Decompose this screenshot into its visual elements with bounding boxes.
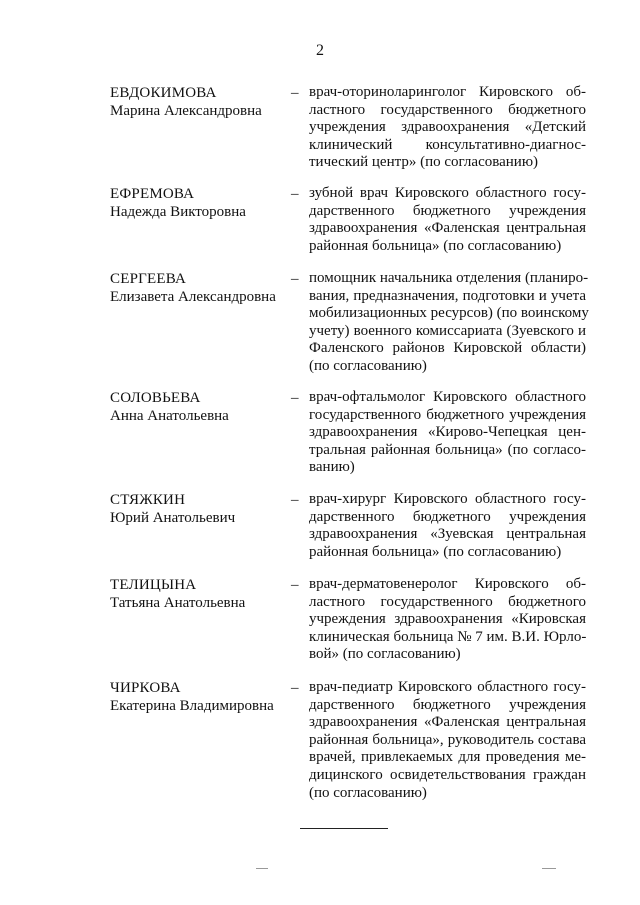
position-line: врач-офтальмолог Кировского областного: [309, 389, 586, 405]
position-line: врачей, привлекаемых для проведения ме-: [309, 749, 586, 766]
position-line: тральная районная больница» (по согласо-: [309, 441, 586, 458]
scan-speck: [256, 868, 268, 869]
position-line: ванию): [309, 459, 355, 476]
position-line: врач-педиатр Кировского областного госу-: [309, 679, 586, 695]
position-line: здравоохранения «Зуевская центральная: [309, 526, 586, 543]
member-position: [309, 270, 589, 376]
member-name: [110, 185, 285, 221]
scan-speck: [542, 868, 556, 869]
dash-separator: –: [291, 577, 299, 593]
position-line: государственного бюджетного учреждения: [309, 406, 586, 423]
member-given-name: Екатерина Владимировна: [110, 698, 274, 714]
dash-separator: –: [291, 492, 299, 508]
position-line: учреждения здравоохранения «Кировская: [309, 611, 586, 628]
position-line: дицинского освидетельствования граждан: [309, 766, 586, 783]
member-name: [110, 389, 285, 425]
position-line: врач-оториноларинголог Кировского об-: [309, 84, 586, 100]
member-position: [309, 576, 586, 664]
position-line: здравоохранения «Фаленская центральная: [309, 714, 586, 731]
member-position: [309, 185, 586, 255]
member-given-name: Марина Александровна: [110, 103, 262, 119]
dash-separator: –: [291, 680, 299, 696]
member-surname: СЕРГЕЕВА: [110, 271, 186, 287]
member-surname: ЕВДОКИМОВА: [110, 85, 217, 101]
member-surname: ЕФРЕМОВА: [110, 186, 195, 202]
position-line: клинический консультативно-диагнос-: [309, 136, 586, 153]
position-line: ластного государственного бюджетного: [309, 101, 586, 118]
member-position: [309, 84, 586, 172]
member-name: [110, 270, 285, 306]
dash-separator: –: [291, 186, 299, 202]
position-line: дарственного бюджетного учреждения: [309, 508, 586, 525]
member-position: [309, 389, 586, 477]
position-line: клиническая больница № 7 им. В.И. Юрло-: [309, 628, 587, 645]
position-line: врач-дерматовенеролог Кировского об-: [309, 576, 586, 592]
member-position: [309, 679, 586, 802]
position-line: районная больница», руководитель состава: [309, 731, 586, 748]
position-line: Фаленского районов Кировской области): [309, 340, 586, 357]
position-line: районная больница» (по согласованию): [309, 543, 562, 560]
position-line: учреждения здравоохранения «Детский: [309, 119, 586, 136]
position-line: здравоохранения «Кирово-Чепецкая цен-: [309, 424, 586, 441]
member-given-name: Анна Анатольевна: [110, 408, 229, 424]
position-line: районная больница» (по согласованию): [309, 237, 562, 254]
position-line: дарственного бюджетного учреждения: [309, 202, 586, 219]
member-given-name: Надежда Викторовна: [110, 204, 246, 220]
position-line: дарственного бюджетного учреждения: [309, 696, 586, 713]
position-line: (по согласованию): [309, 784, 427, 801]
member-surname: ТЕЛИЦЫНА: [110, 577, 197, 593]
position-line: зубной врач Кировского областного госу-: [309, 185, 586, 201]
member-surname: ЧИРКОВА: [110, 680, 181, 696]
member-given-name: Татьяна Анатольевна: [110, 595, 246, 611]
member-surname: СТЯЖКИН: [110, 492, 186, 508]
dash-separator: –: [291, 390, 299, 406]
member-name: [110, 576, 285, 612]
position-line: (по согласованию): [309, 357, 427, 374]
page-number: 2: [316, 42, 324, 59]
end-rule: [300, 828, 388, 829]
position-line: помощник начальника отделения (планиро-: [309, 270, 589, 286]
member-name: [110, 679, 285, 715]
position-line: врач-хирург Кировского областного госу-: [309, 491, 586, 507]
member-position: [309, 491, 586, 561]
position-line: вой» (по согласованию): [309, 646, 461, 663]
position-line: вания, предназначения, подготовки и учета: [309, 287, 586, 304]
dash-separator: –: [291, 85, 299, 101]
member-name: [110, 491, 285, 527]
position-line: тический центр» (по согласованию): [309, 154, 539, 171]
dash-separator: –: [291, 271, 299, 287]
position-line: учету) военного комиссариата (Зуевского и: [309, 322, 586, 339]
member-given-name: Юрий Анатольевич: [110, 510, 236, 526]
position-line: мобилизационных ресурсов) (по воинскому: [309, 305, 589, 322]
member-given-name: Елизавета Александровна: [110, 289, 276, 305]
member-name: [110, 84, 285, 120]
position-line: ластного государственного бюджетного: [309, 593, 586, 610]
member-surname: СОЛОВЬЕВА: [110, 390, 201, 406]
position-line: здравоохранения «Фаленская центральная: [309, 220, 586, 237]
